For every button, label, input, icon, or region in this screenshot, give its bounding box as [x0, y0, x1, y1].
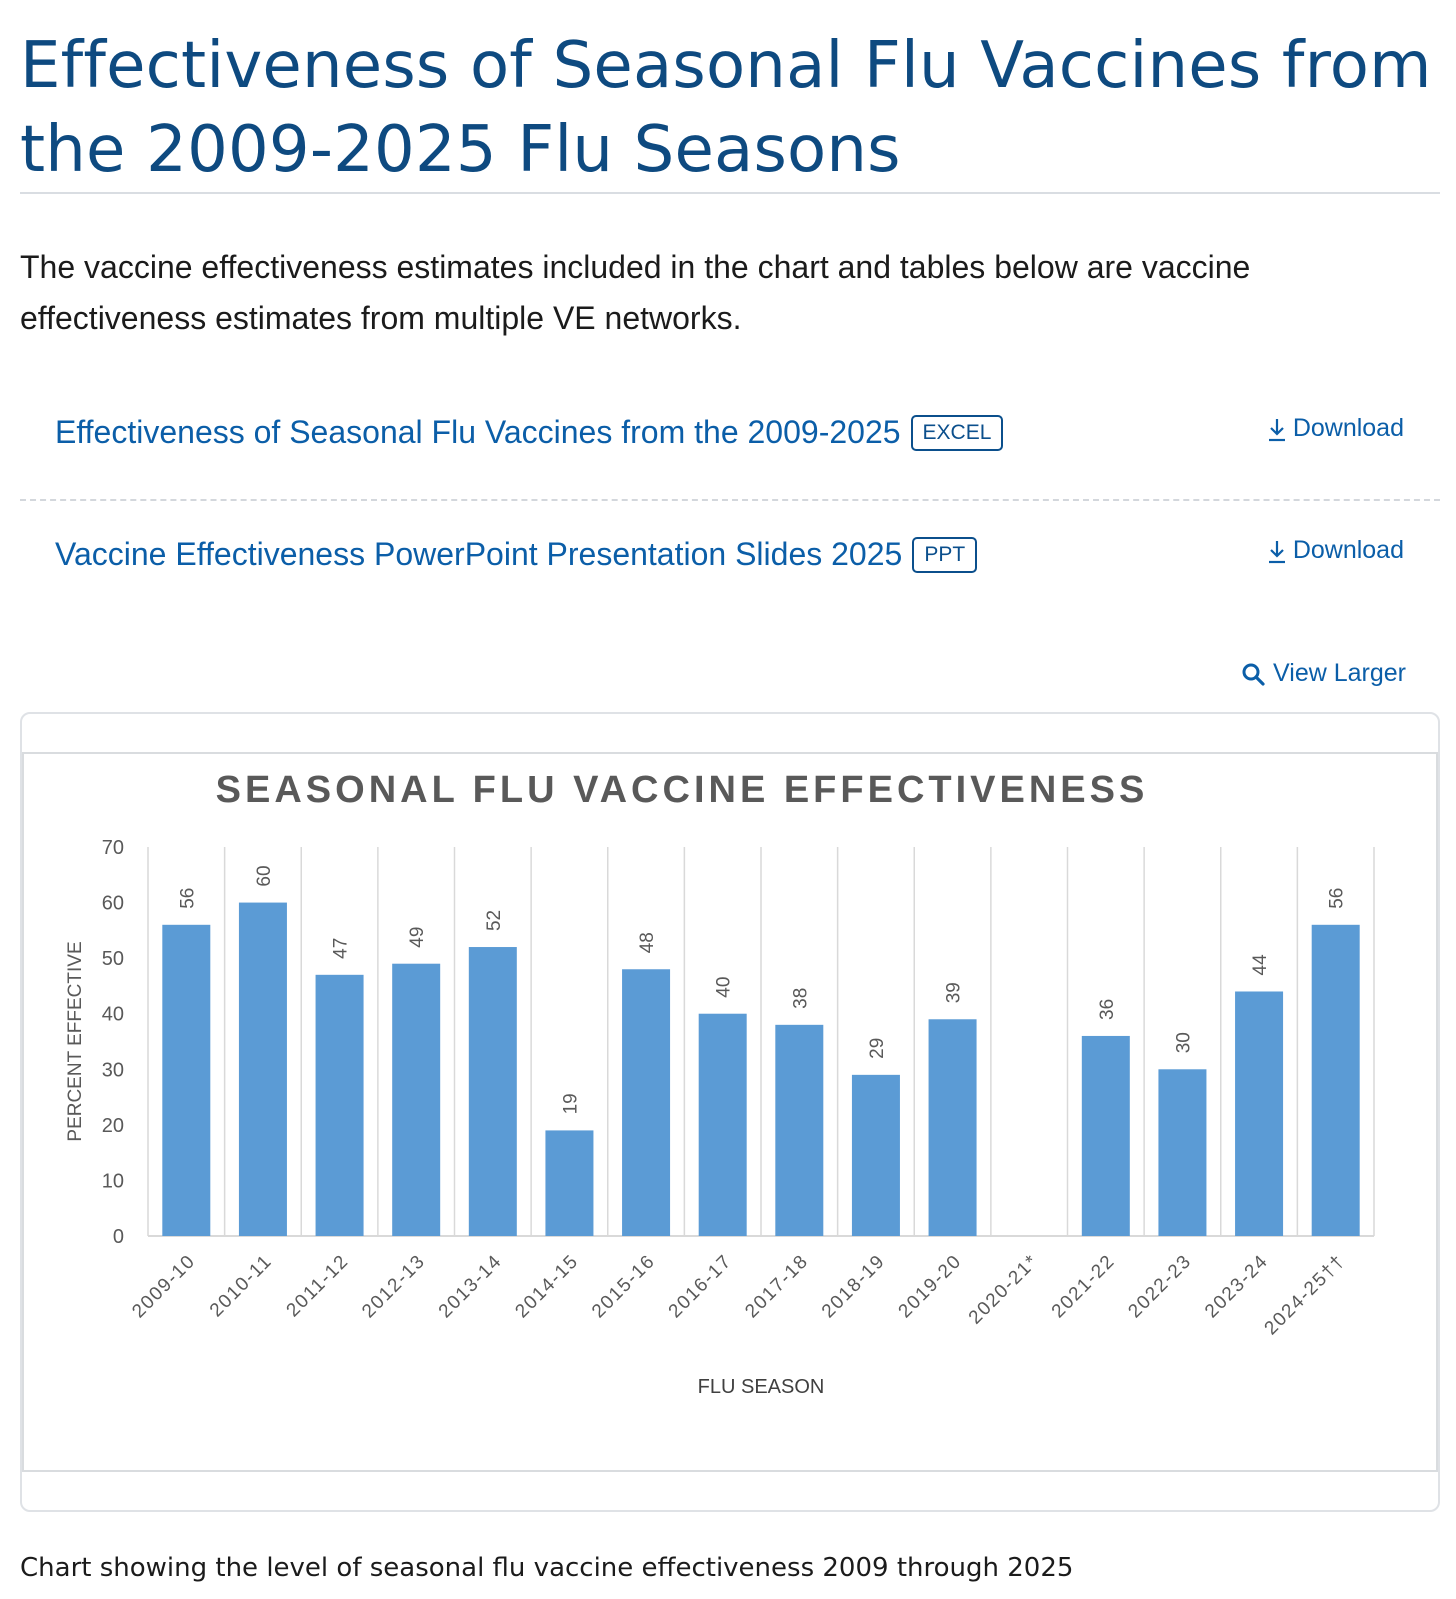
download-icon — [1267, 416, 1287, 442]
bar — [699, 1014, 747, 1236]
ppt-download-button[interactable] — [1267, 534, 1404, 566]
download-icon — [1267, 538, 1287, 564]
bar — [1158, 1069, 1206, 1236]
bar — [1082, 1036, 1130, 1236]
bar — [545, 1130, 593, 1236]
bar — [316, 975, 364, 1236]
ppt-badge: PPT — [912, 537, 977, 573]
data-label: 48 — [637, 932, 659, 954]
excel-badge: EXCEL — [911, 415, 1004, 451]
x-tick-label: 2024-25†† — [1260, 1250, 1350, 1340]
y-tick-label: 40 — [101, 1003, 124, 1026]
y-axis-label: PERCENT EFFECTIVE — [65, 941, 86, 1142]
download-separator — [20, 499, 1440, 501]
excel-file-label: Effectiveness of Seasonal Flu Vaccines from the 2009-2025 — [55, 414, 901, 450]
x-tick-label: 2009-10 — [128, 1250, 200, 1323]
x-tick-label: 2011-12 — [282, 1250, 354, 1322]
bar — [852, 1075, 900, 1236]
data-label: 49 — [407, 926, 429, 948]
bar — [239, 903, 287, 1236]
data-label: 47 — [330, 937, 352, 959]
data-label: 30 — [1173, 1032, 1195, 1054]
data-label: 40 — [713, 976, 735, 998]
x-tick-label: 2018-19 — [817, 1250, 890, 1323]
download-row-ppt — [20, 528, 1440, 588]
ppt-file-label: Vaccine Effectiveness PowerPoint Presentation Slides 2025 — [55, 536, 903, 572]
data-label: 39 — [943, 982, 965, 1004]
x-tick-label: 2012-13 — [358, 1250, 430, 1323]
bar — [929, 1019, 977, 1236]
x-tick-label: 2019-20 — [894, 1250, 967, 1323]
chart-title: SEASONAL FLU VACCINE EFFECTIVENESS — [215, 769, 1149, 811]
y-tick-label: 20 — [101, 1114, 124, 1137]
y-tick-label: 60 — [101, 892, 124, 915]
bar — [775, 1025, 823, 1236]
vaccine-effectiveness-chart — [22, 752, 1438, 1472]
x-tick-label: 2014-15 — [511, 1250, 583, 1323]
x-tick-label: 2015-16 — [588, 1250, 660, 1323]
magnifier-icon — [1241, 662, 1265, 686]
intro-text: The vaccine effectiveness estimates included in the chart and tables below are vaccine effectiveness estimates from multiple VE networks. — [20, 249, 1251, 336]
data-label: 29 — [866, 1037, 888, 1059]
excel-file-link[interactable] — [55, 412, 1003, 452]
x-tick-label: 2022-23 — [1124, 1250, 1196, 1323]
bar — [162, 925, 210, 1236]
chart-caption: Chart showing the level of seasonal flu vaccine effectiveness 2009 through 2025 — [20, 1553, 1074, 1583]
data-label: 56 — [1326, 887, 1348, 909]
data-label: 44 — [1250, 954, 1272, 976]
bar — [469, 947, 517, 1236]
view-larger-button[interactable] — [1241, 657, 1406, 689]
x-tick-label: 2020-21* — [964, 1250, 1043, 1329]
bar — [1235, 991, 1283, 1236]
x-tick-label: 2023-24 — [1201, 1250, 1273, 1323]
x-tick-label: 2021-22 — [1047, 1250, 1120, 1323]
download-row-excel — [20, 406, 1440, 466]
y-tick-label: 10 — [101, 1170, 124, 1193]
bar — [392, 964, 440, 1236]
data-label: 36 — [1096, 998, 1118, 1020]
bar — [1312, 925, 1360, 1236]
y-tick-label: 70 — [101, 837, 124, 859]
view-larger-label: View Larger — [1273, 659, 1406, 687]
x-axis-label: FLU SEASON — [697, 1376, 825, 1398]
y-tick-label: 30 — [101, 1059, 124, 1082]
x-tick-label: 2013-14 — [434, 1250, 507, 1323]
data-label: 60 — [253, 865, 275, 887]
data-label: 52 — [483, 909, 505, 932]
bar — [622, 969, 670, 1236]
page-title: Effectiveness of Seasonal Flu Vaccines from the 2009-2025 Flu Seasons — [20, 29, 1432, 187]
x-tick-label: 2010-11 — [205, 1250, 277, 1322]
excel-download-button[interactable] — [1267, 412, 1404, 444]
ppt-file-link[interactable] — [55, 534, 977, 574]
excel-download-label: Download — [1292, 414, 1404, 442]
x-tick-label: 2017-18 — [741, 1250, 813, 1323]
data-label: 56 — [177, 887, 199, 909]
data-label: 19 — [560, 1093, 582, 1115]
y-tick-label: 50 — [101, 948, 124, 971]
y-tick-label: 0 — [112, 1226, 124, 1248]
data-label: 38 — [790, 987, 812, 1009]
title-divider — [20, 192, 1440, 194]
x-tick-label: 2016-17 — [664, 1250, 737, 1323]
ppt-download-label: Download — [1292, 536, 1404, 564]
